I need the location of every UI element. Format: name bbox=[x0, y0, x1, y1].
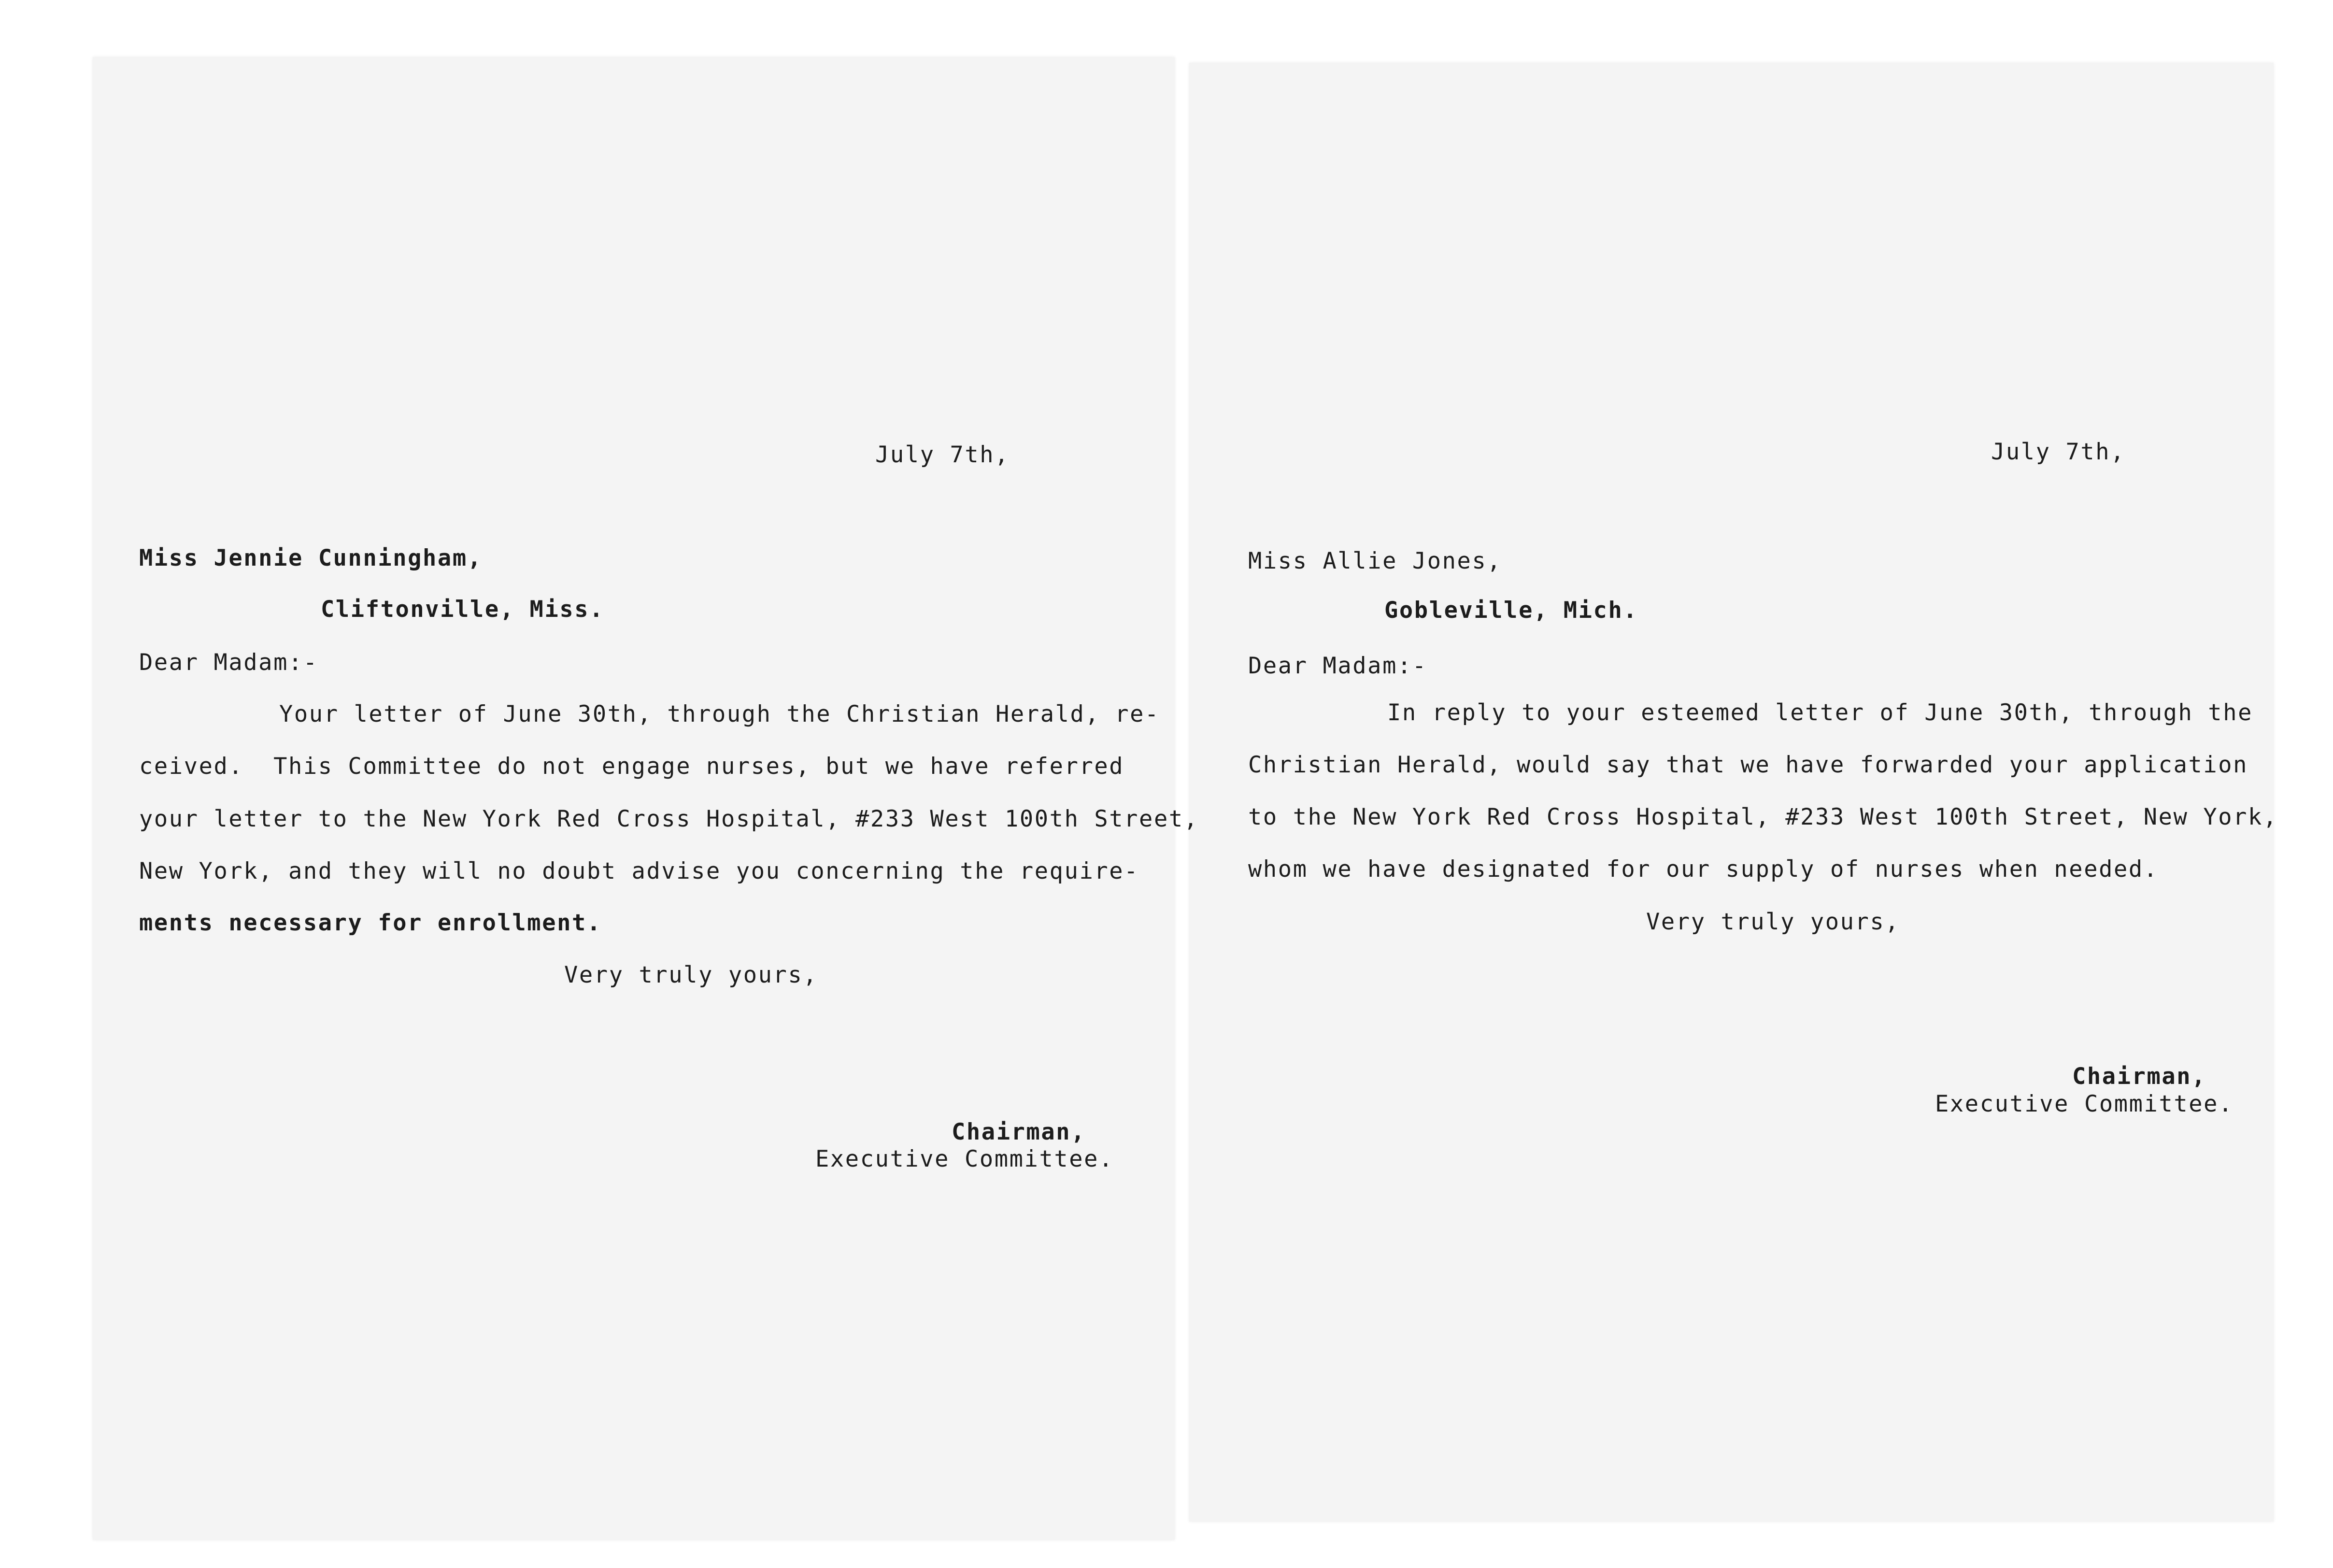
letter-date: July 7th, bbox=[1991, 439, 2126, 465]
closing: Very truly yours, bbox=[1646, 909, 1900, 935]
signature-title: Chairman, bbox=[2072, 1063, 2207, 1090]
letter-page-left bbox=[93, 57, 1175, 1540]
body-line: your letter to the New York Red Cross Hospital, #233 West 100th Street, bbox=[139, 806, 1199, 832]
body-line: to the New York Red Cross Hospital, #233 West 100th Street, New York, bbox=[1248, 804, 2278, 830]
body-line: Christian Herald, would say that we have forwarded your application bbox=[1248, 752, 2248, 778]
signature-title: Chairman, bbox=[952, 1119, 1086, 1145]
closing: Very truly yours, bbox=[564, 962, 818, 988]
letter-date: July 7th, bbox=[875, 442, 1010, 468]
letter-page-right bbox=[1189, 63, 2274, 1522]
body-line: ments necessary for enrollment. bbox=[139, 910, 602, 936]
addressee-name: Miss Allie Jones, bbox=[1248, 548, 1502, 574]
salutation: Dear Madam:- bbox=[1248, 653, 1427, 679]
addressee-place: Gobleville, Mich. bbox=[1384, 597, 1638, 624]
body-line: ceived. This Committee do not engage nurses, but we have referred bbox=[139, 753, 1124, 780]
body-line: New York, and they will no doubt advise you concerning the require- bbox=[139, 858, 1139, 884]
signature-committee: Executive Committee. bbox=[1935, 1091, 2233, 1117]
body-line: In reply to your esteemed letter of June 30th, through the bbox=[1387, 699, 2253, 726]
body-line: Your letter of June 30th, through the Christian Herald, re- bbox=[279, 701, 1160, 727]
addressee-name: Miss Jennie Cunningham, bbox=[139, 545, 483, 571]
salutation: Dear Madam:- bbox=[139, 649, 318, 676]
page-divider bbox=[1178, 58, 1186, 1541]
signature-committee: Executive Committee. bbox=[815, 1146, 1114, 1172]
body-line: whom we have designated for our supply of nurses when needed. bbox=[1248, 856, 2159, 883]
addressee-place: Cliftonville, Miss. bbox=[321, 596, 605, 623]
